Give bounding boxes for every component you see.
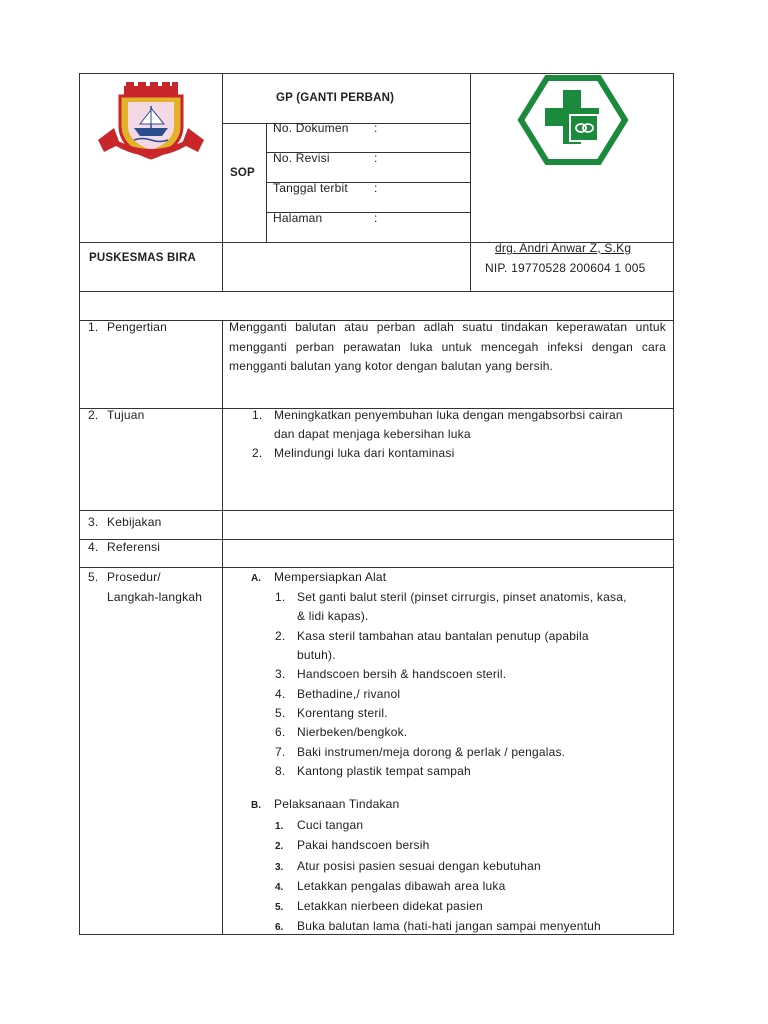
part-letter: A. <box>251 573 261 584</box>
list-number: 3. <box>275 862 284 873</box>
meta-separator: : <box>374 151 378 165</box>
section-number: 3. <box>88 515 99 529</box>
section-label: Kebijakan <box>107 515 162 529</box>
list-number: 4. <box>275 882 284 893</box>
section-label: Langkah-langkah <box>107 590 203 604</box>
list-item: Handscoen bersih & handscoen steril. <box>297 667 507 681</box>
section-number: 5. <box>88 570 99 584</box>
part-title: Pelaksanaan Tindakan <box>274 797 400 811</box>
list-number: 6. <box>275 725 286 739</box>
section-label: Prosedur/ <box>107 570 161 584</box>
meta-separator: : <box>374 121 378 135</box>
section-number: 2. <box>88 408 99 422</box>
section-number: 1. <box>88 320 99 334</box>
municipal-crest-logo <box>96 80 206 160</box>
list-item: Cuci tangan <box>297 818 364 832</box>
list-number: 3. <box>275 667 286 681</box>
list-item: & lidi kapas). <box>297 609 369 623</box>
list-item: butuh). <box>297 648 336 662</box>
list-item: Nierbeken/bengkok. <box>297 725 408 739</box>
list-number: 4. <box>275 687 286 701</box>
list-item: Pakai handscoen bersih <box>297 838 430 852</box>
list-item: Letakkan pengalas dibawah area luka <box>297 879 506 893</box>
part-letter: B. <box>251 800 261 811</box>
puskesmas-name: PUSKESMAS BIRA <box>89 252 196 264</box>
list-item: Meningkatkan penyembuhan luka dengan mengabsorbsi cairan <box>274 408 623 422</box>
section-label: Pengertian <box>107 320 168 334</box>
meta-separator: : <box>374 181 378 195</box>
list-number: 1. <box>252 408 263 422</box>
list-number: 2. <box>275 841 284 852</box>
section-number: 4. <box>88 540 99 554</box>
list-item: Buka balutan lama (hati-hati jangan sampai menyentuh <box>297 919 601 933</box>
list-number: 1. <box>275 590 286 604</box>
signer-nip: NIP. 19770528 200604 1 005 <box>485 261 646 275</box>
pengertian-text: Mengganti balutan atau perban adlah suatu tindakan keperawatan untuk mengganti perban perawatan luka untuk mencegah infeksi dengan cara mengganti balutan yang kotor dengan balutan yang bersih. <box>229 320 666 373</box>
list-item: Kantong plastik tempat sampah <box>297 764 471 778</box>
list-number: 7. <box>275 745 286 759</box>
section-label: Tujuan <box>107 408 145 422</box>
section-label: Referensi <box>107 540 161 554</box>
list-item: Set ganti balut steril (pinset cirrurgis, pinset anatomis, kasa, <box>297 590 627 604</box>
list-item: Kasa steril tambahan atau bantalan penutup (apabila <box>297 629 589 643</box>
list-item: Melindungi luka dari kontaminasi <box>274 446 455 460</box>
signer-name: drg. Andri Anwar Z, S.Kg <box>495 241 632 255</box>
list-item: Korentang steril. <box>297 706 388 720</box>
list-number: 5. <box>275 902 284 913</box>
list-number: 1. <box>275 821 284 832</box>
list-number: 5. <box>275 706 286 720</box>
meta-separator: : <box>374 211 378 225</box>
list-item: Letakkan nierbeen didekat pasien <box>297 899 483 913</box>
list-number: 2. <box>252 446 263 460</box>
list-number: 6. <box>275 922 284 933</box>
meta-label: No. Revisi <box>273 151 330 165</box>
meta-label: Halaman <box>273 211 323 225</box>
list-item: Atur posisi pasien sesuai dengan kebutuhan <box>297 859 541 873</box>
list-item: dan dapat menjaga kebersihan luka <box>274 427 471 441</box>
list-number: 8. <box>275 764 286 778</box>
meta-label: No. Dokumen <box>273 121 349 135</box>
list-number: 2. <box>275 629 286 643</box>
meta-label: Tanggal terbit <box>273 181 348 195</box>
puskesmas-logo <box>517 74 629 166</box>
sop-label: SOP <box>230 167 255 179</box>
list-item: Baki instrumen/meja dorong & perlak / pengalas. <box>297 745 566 759</box>
document-title: GP (GANTI PERBAN) <box>276 92 395 104</box>
list-item: Bethadine,/ rivanol <box>297 687 401 701</box>
part-title: Mempersiapkan Alat <box>274 570 387 584</box>
